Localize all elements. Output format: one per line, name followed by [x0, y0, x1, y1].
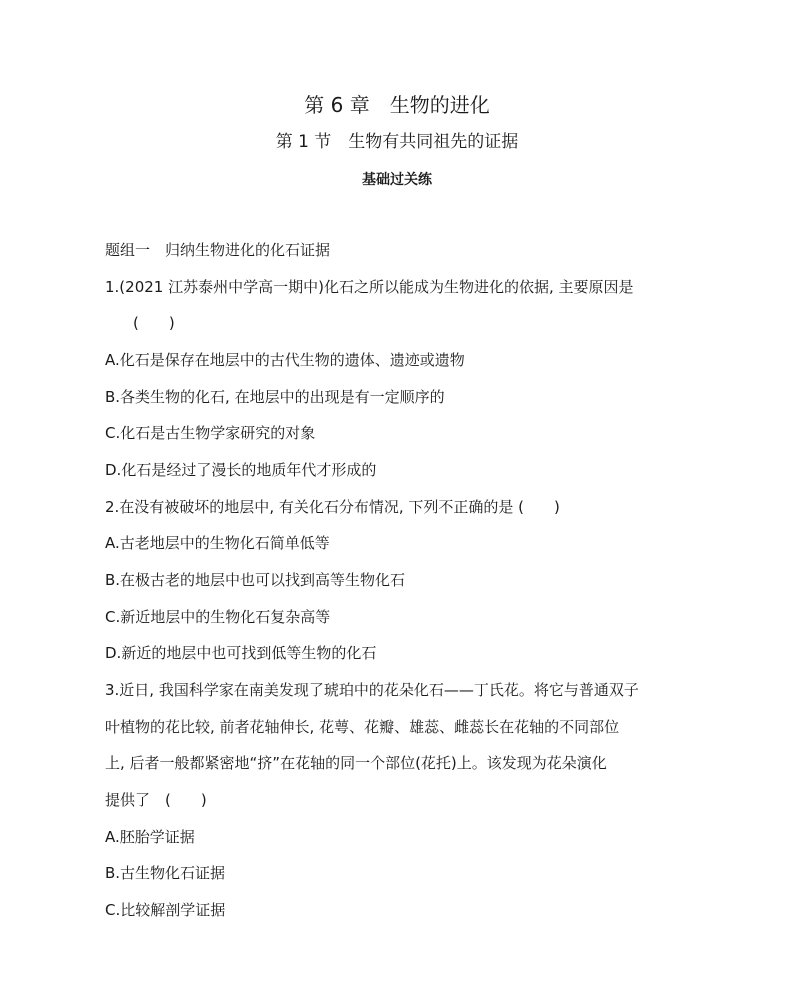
question-1-text: 1.(2021 江苏泰州中学高一期中)化石之所以能成为生物进化的依据, 主要原因是 [105, 278, 634, 296]
practice-subtitle: 基础过关练 [362, 172, 432, 188]
question-3-text-line-1: 3.近日, 我国科学家在南美发现了琥珀中的花朵化石——丁氏花。将它与普通双子 [105, 681, 639, 699]
chapter-title: 第 6 章 生物的进化 [304, 93, 490, 117]
question-2-text: 2.在没有被破坏的地层中, 有关化石分布情况, 下列不正确的是 ( ) [105, 498, 560, 516]
question-3-text-line-4: 提供了 ( ) [105, 791, 207, 809]
question-3-option-c: C.比较解剖学证据 [105, 901, 226, 919]
question-2-option-d: D.新近的地层中也可找到低等生物的化石 [105, 644, 377, 662]
question-1-option-d: D.化石是经过了漫长的地质年代才形成的 [105, 461, 377, 479]
question-1-option-a: A.化石是保存在地层中的古代生物的遗体、遗迹或遗物 [105, 351, 465, 369]
question-2-option-b: B.在极古老的地层中也可以找到高等生物化石 [105, 571, 406, 589]
question-3-option-a: A.胚胎学证据 [105, 828, 195, 846]
question-3-text-line-3: 上, 后者一般都紧密地“挤”在花轴的同一个部位(花托)上。该发现为花朵演化 [105, 754, 607, 772]
question-1-option-c: C.化石是古生物学家研究的对象 [105, 424, 316, 442]
question-2-option-c: C.新近地层中的生物化石复杂高等 [105, 608, 331, 626]
question-group-title: 题组一 归纳生物进化的化石证据 [105, 241, 331, 259]
question-1-answer-blank: ( ) [133, 314, 175, 332]
question-2-option-a: A.古老地层中的生物化石简单低等 [105, 534, 330, 552]
section-title: 第 1 节 生物有共同祖先的证据 [275, 132, 519, 152]
question-3-option-b: B.古生物化石证据 [105, 864, 226, 882]
question-1-option-b: B.各类生物的化石, 在地层中的出现是有一定顺序的 [105, 388, 445, 406]
question-3-text-line-2: 叶植物的花比较, 前者花轴伸长, 花萼、花瓣、雄蕊、雌蕊长在花轴的不同部位 [105, 718, 620, 736]
